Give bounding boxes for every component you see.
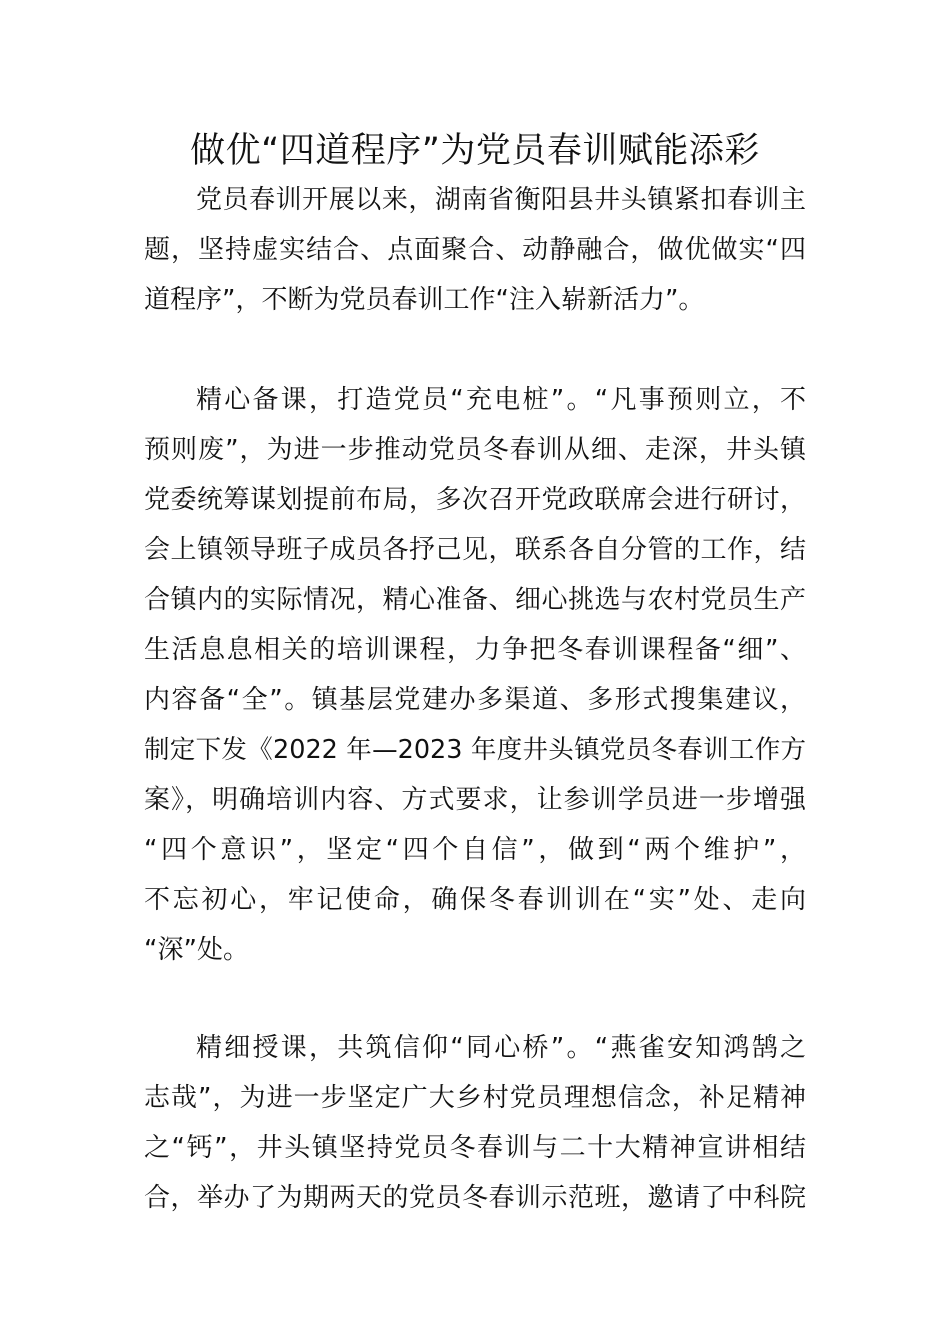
document-title: 做优“四道程序”为党员春训赋能添彩 (190, 131, 760, 171)
paragraph-3-line-4: 合，举办了为期两天的党员冬春训示范班，邀请了中科院 (144, 1183, 806, 1213)
paragraph-2-line-2: 预则废”，为进一步推动党员冬春训从细、走深，井头镇 (144, 435, 806, 465)
paragraph-2-line-3: 党委统筹谋划提前布局，多次召开党政联席会进行研讨， (144, 485, 806, 515)
paragraph-3-line-1: 精细授课，共筑信仰“同心桥”。“燕雀安知鸿鹄之 (196, 1033, 806, 1063)
paragraph-2-line-8: 制定下发《2022 年—2023 年度井头镇党员冬春训工作方 (144, 735, 806, 765)
paragraph-2-line-9: 案》，明确培训内容、方式要求，让参训学员进一步增强 (144, 785, 806, 815)
paragraph-2-line-6: 生活息息相关的培训课程，力争把冬春训课程备“细”、 (144, 635, 806, 665)
paragraph-2-line-7: 内容备“全”。镇基层党建办多渠道、多形式搜集建议， (144, 685, 806, 715)
paragraph-3-line-3: 之“钙”，井头镇坚持党员冬春训与二十大精神宣讲相结 (144, 1133, 806, 1163)
paragraph-2-line-12: “深”处。 (144, 935, 249, 965)
paragraph-2-line-5: 合镇内的实际情况，精心准备、细心挑选与农村党员生产 (144, 585, 806, 615)
paragraph-1-line-1: 党员春训开展以来，湖南省衡阳县井头镇紧扣春训主 (196, 185, 806, 215)
paragraph-1-line-2: 题，坚持虚实结合、点面聚合、动静融合，做优做实“四 (144, 235, 806, 265)
paragraph-2-line-11: 不忘初心，牢记使命，确保冬春训训在“实”处、走向 (144, 885, 806, 915)
paragraph-1-line-3: 道程序”，不断为党员春训工作“注入崭新活力”。 (144, 285, 705, 315)
paragraph-2-line-4: 会上镇领导班子成员各抒己见，联系各自分管的工作，结 (144, 535, 806, 565)
paragraph-2-line-1: 精心备课，打造党员“充电桩”。“凡事预则立，不 (196, 385, 806, 415)
paragraph-3-line-2: 志哉”，为进一步坚定广大乡村党员理想信念，补足精神 (144, 1083, 806, 1113)
paragraph-2-line-10: “四个意识”，坚定“四个自信”，做到“两个维护”， (144, 835, 806, 865)
